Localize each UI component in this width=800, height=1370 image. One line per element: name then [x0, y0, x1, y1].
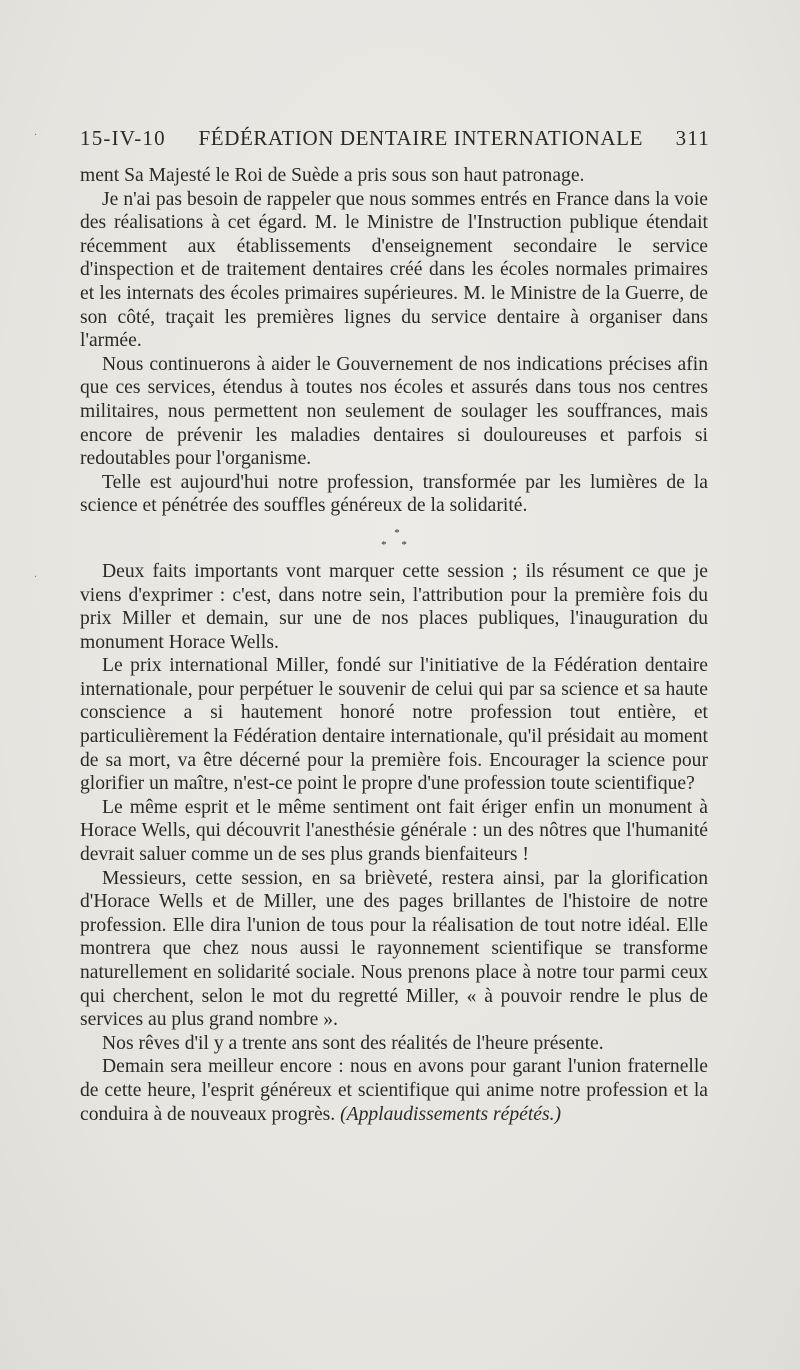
paragraph: Deux faits importants vont marquer cette session ; ils résument ce que je viens d'exprimer : c'est, dans notre sein, l'attribution pour la première fois du prix Miller et demain, sur une de nos places publiques, l'inauguration du monument Horace Wells.	[80, 560, 708, 653]
margin-dot: ·	[34, 130, 38, 141]
margin-dot: ·	[34, 572, 38, 583]
paragraph: Nos rêves d'il y a trente ans sont des réalités de l'heure présente.	[102, 1032, 604, 1054]
paragraph: Telle est aujourd'hui notre profession, transformée par les lumières de la science et pénétrée des souffles généreux de la solidarité.	[80, 471, 708, 517]
paragraph: ment Sa Majesté le Roi de Suède a pris sous son haut patronage.	[80, 165, 585, 186]
header-date: 15-IV-10	[80, 126, 166, 150]
paragraph: Le même esprit et le même sentiment ont fait ériger enfin un monument à Horace Wells, qui découvrit l'anesthésie générale : un des nôtres que l'humanité devrait saluer comme un de ses plus grands bienfaiteurs !	[80, 796, 708, 866]
separator-stars-bottom: * *	[381, 538, 413, 551]
separator-star-top: *	[394, 526, 400, 539]
applause-note: (Applaudissements répétés.)	[340, 1103, 562, 1125]
section-separator	[80, 518, 708, 560]
page-number: 311	[675, 126, 710, 150]
running-header	[80, 126, 710, 156]
paragraph-text: Demain sera meilleur encore : nous en avons pour garant l'union fraternelle de cette heure, l'esprit généreux et scientifique qui anime notre profession et la conduira à de nouveaux progrès.	[80, 1056, 708, 1125]
paragraph: Messieurs, cette session, en sa brièveté, restera ainsi, par la glorification d'Horace Wells et de Miller, une des pages brillantes de l'histoire de notre profession. Elle dira l'union de tous pour la réalisation de tout notre idéal. Elle montrera que chez nous aussi le rayonnement scientifique se transforme naturellement en solidarité sociale. Nous prenons place à notre tour parmi ceux qui cherchent, selon le mot du regretté Miller, « à pouvoir rendre le plus de services au plus grand nombre ».	[80, 867, 708, 1031]
header-title: FÉDÉRATION DENTAIRE INTERNATIONALE	[198, 126, 643, 150]
paragraph: Nous continuerons à aider le Gouvernement de nos indications précises afin que ces services, étendus à toutes nos écoles et assurés dans tous nos centres militaires, nous permettent non seulement de soulager les souffrances, mais encore de prévenir les maladies dentaires si douloureuses et parfois si redoutables pour l'organisme.	[80, 353, 708, 470]
paragraph: Le prix international Miller, fondé sur l'initiative de la Fédération dentaire internationale, pour perpétuer le souvenir de celui qui par sa science et sa haute conscience a si hautement honoré notre profession tout entière, et particulièrement la Fédération dentaire internationale, qu'il présidait au moment de sa mort, va être décerné pour la première fois. Encourager la science pour glorifier un maître, n'est-ce point le propre d'une profession toute scientifique?	[80, 655, 708, 795]
body-text	[80, 164, 708, 1126]
paragraph: Je n'ai pas besoin de rappeler que nous sommes entrés en France dans la voie des réalisations à cet égard. M. le Ministre de l'Instruction publique étendait récemment aux établissements d'enseignement secondaire le service d'inspection et de traitement dentaires créé dans les écoles normales primaires et les internats des écoles primaires supérieures. M. le Ministre de la Guerre, de son côté, traçait les premières lignes du service dentaire à organiser dans l'armée.	[80, 188, 708, 352]
paragraph-final	[80, 1055, 708, 1126]
